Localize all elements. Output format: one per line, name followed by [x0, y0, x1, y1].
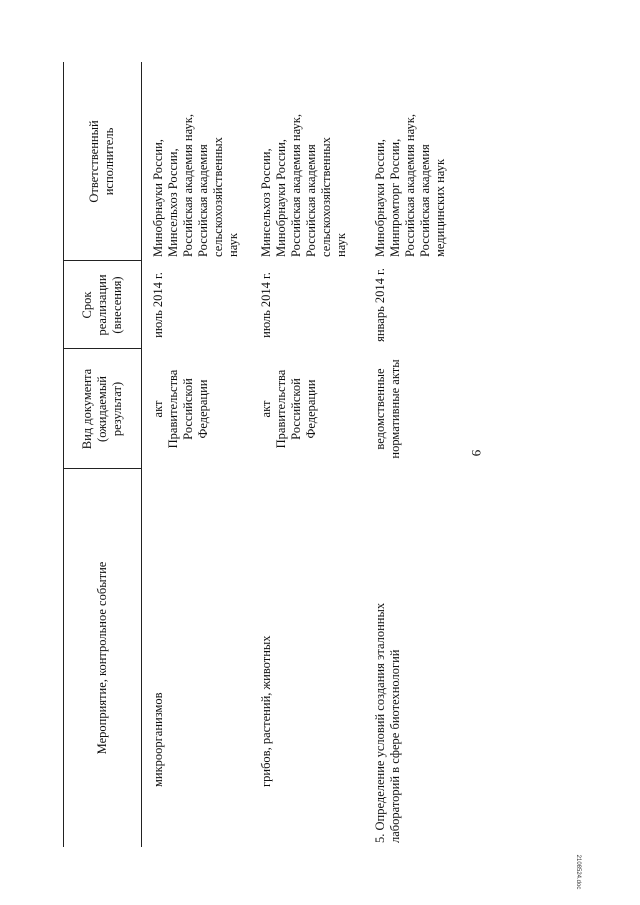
- header-bottom-border: [141, 62, 142, 847]
- table-row: [151, 62, 261, 847]
- page-number: 9: [469, 449, 484, 457]
- row-deadline: январь 2014 г.: [373, 268, 387, 342]
- header-doc-type: Вид документа (ожидаемый результат): [79, 368, 124, 450]
- row-event: грибов, растений, животных: [259, 635, 273, 787]
- measures-table: [63, 62, 447, 847]
- table-row: [259, 62, 371, 847]
- row-deadline: июль 2014 г.: [151, 272, 165, 338]
- header-deadline: Срок реализации (внесения): [79, 274, 124, 336]
- table-header-row: [63, 62, 141, 847]
- row-event: 5. Определение условий создания эталонных лабораторий в сфере биотехнологий: [373, 602, 402, 843]
- header-executor: Ответственный исполнитель: [87, 120, 116, 203]
- row-executor: Минсельхоз России, Минобрнауки России, Российская академия наук, Российская академия сельскохозяйственных наук: [259, 114, 348, 257]
- row-event: микроорганизмов: [151, 692, 165, 787]
- header-event: Мероприятие, контрольное событие: [94, 561, 109, 755]
- row-deadline: июль 2014 г.: [259, 272, 273, 338]
- row-doc-type: ведомственные нормативные акты: [373, 359, 402, 459]
- row-doc-type: акт Правительства Российской Федерации: [259, 369, 318, 449]
- document-reference: 2108524.doc: [575, 854, 581, 890]
- table-row: [373, 62, 447, 847]
- row-executor: Минобрнауки России, Минпромторг России, Российская академия наук, Российская академия медицинских наук: [373, 114, 447, 257]
- row-doc-type: акт Правительства Российской Федерации: [151, 369, 210, 449]
- row-executor: Минобрнауки России, Минсельхоз России, Российская академия наук, Российская академия сельскохозяйственных наук: [151, 114, 240, 257]
